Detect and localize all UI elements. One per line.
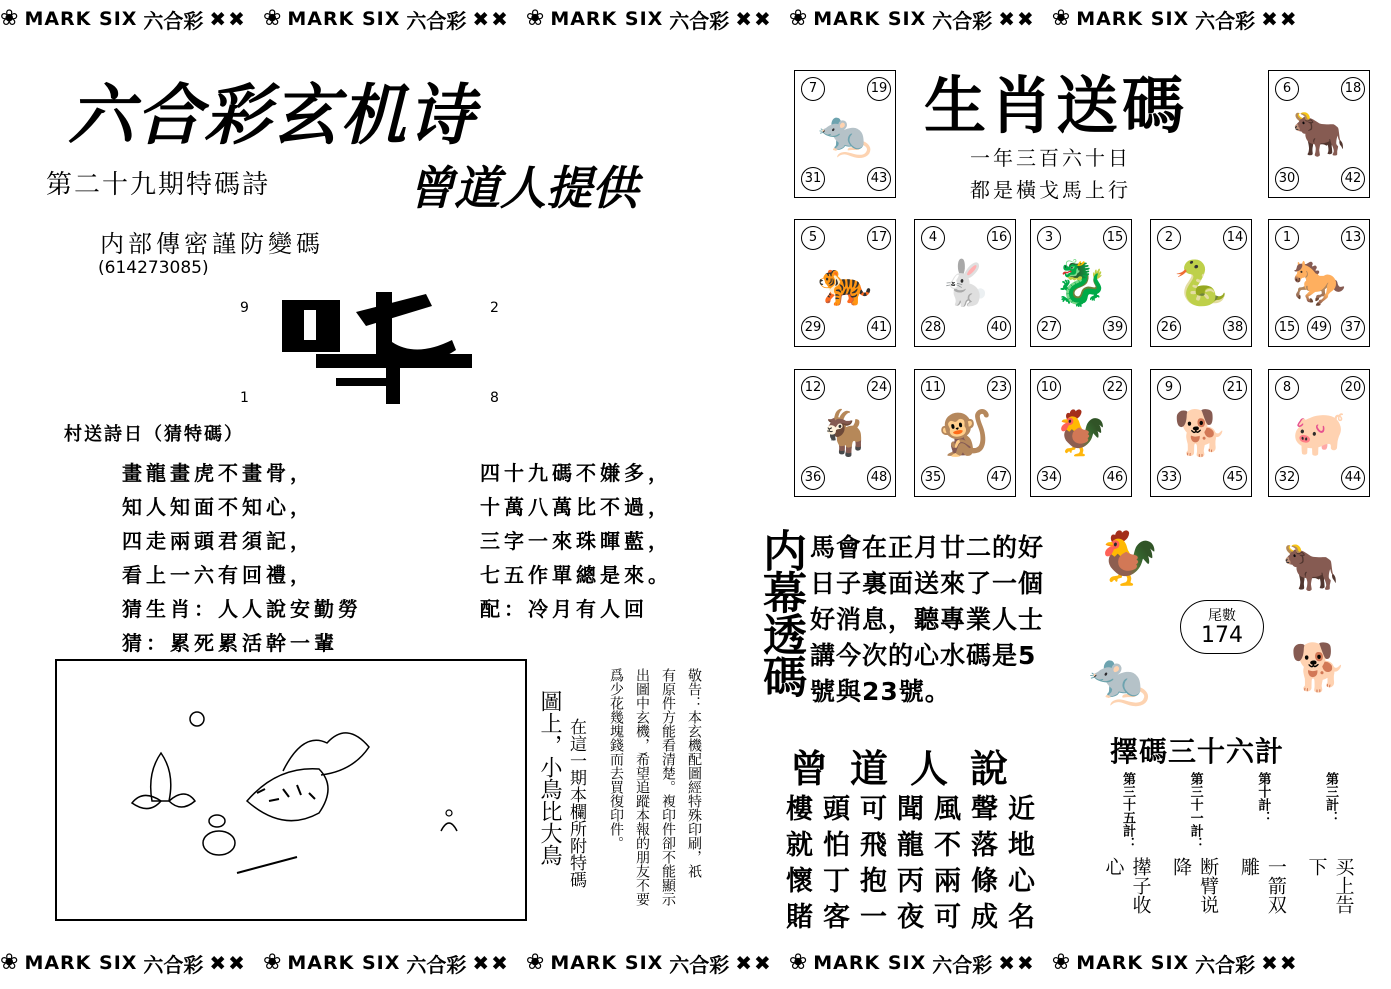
zodiac-box-pig — [1268, 369, 1370, 497]
zodiac-number: 37 — [1341, 316, 1365, 340]
zodiac-number: 18 — [1341, 77, 1365, 101]
flower-icon: ❀ — [525, 6, 545, 31]
poem-heading: 村送詩日（猜特碼） — [64, 424, 244, 445]
zodiac-box-ox — [1268, 70, 1370, 198]
ox-icon: 🐂 — [1282, 540, 1340, 594]
tail-label: 尾數 — [1208, 608, 1236, 624]
lhc-label: 六合彩 — [406, 8, 467, 33]
lhc-label: 六合彩 — [932, 8, 993, 33]
tip-head: 第十計： — [1255, 772, 1271, 824]
zodiac-number: 16 — [987, 226, 1011, 250]
mark-six-label: MARK SIX — [813, 952, 927, 974]
zodiac-number: 29 — [801, 316, 825, 340]
flower-icon: ❀ — [525, 950, 545, 975]
phone-number: (614273085) — [98, 258, 209, 278]
inner-code-line: 日子裏面送來了一個 — [810, 569, 1045, 598]
tip-column — [1237, 772, 1287, 932]
poem-right-column — [480, 456, 672, 626]
tip-body: 撵子收心 — [1102, 856, 1152, 914]
tips-title: 擇碼三十六計 — [1110, 735, 1285, 768]
lhc-label: 六合彩 — [932, 952, 993, 977]
band-unit — [789, 5, 1036, 34]
notice-line: 出圖中玄機，希望追蹤本報的朋友不要 — [634, 668, 650, 906]
zodiac-title: 生肖送碼 — [924, 69, 1189, 142]
zodiac-number: 34 — [1037, 466, 1061, 490]
rabbit-icon: 🐇 — [937, 258, 993, 309]
zodiac-box-tiger — [794, 219, 896, 347]
zodiac-number: 17 — [867, 226, 891, 250]
mark-six-label: MARK SIX — [550, 952, 664, 974]
mark-six-label: MARK SIX — [1076, 8, 1190, 30]
poem-line: 猜：累死累活幹一輩 — [122, 631, 338, 655]
notice-block — [606, 668, 704, 918]
tail-value: 174 — [1201, 623, 1243, 648]
zodiac-number: 13 — [1341, 226, 1365, 250]
tip-column — [1170, 772, 1220, 932]
say-line: 樓頭可聞風聲近 — [786, 794, 1045, 825]
zodiac-number: 36 — [801, 466, 825, 490]
cross-icon: ✖✖ — [1261, 951, 1299, 975]
flower-icon: ❀ — [0, 6, 19, 31]
pig-icon: 🐖 — [1291, 408, 1347, 459]
zodiac-number: 42 — [1341, 167, 1365, 191]
flower-icon: ❀ — [0, 950, 19, 975]
zodiac-box-dragon — [1030, 219, 1132, 347]
poem-line: 四十九碼不嫌多， — [480, 461, 672, 485]
zodiac-number: 48 — [867, 466, 891, 490]
zodiac-box-snake — [1150, 219, 1252, 347]
monkey-icon: 🐒 — [937, 408, 993, 459]
glyph-number-tr: 2 — [490, 300, 499, 316]
zodiac-verse-2: 都是橫戈馬上行 — [970, 178, 1131, 202]
dragon-icon: 🐉 — [1053, 258, 1109, 309]
glyph-number-tl: 9 — [240, 300, 249, 316]
lhc-label: 六合彩 — [143, 8, 204, 33]
zodiac-number: 32 — [1275, 466, 1299, 490]
zodiac-number: 10 — [1037, 376, 1061, 400]
tip-head: 第三計： — [1322, 772, 1338, 824]
zodiac-number: 5 — [801, 226, 825, 250]
poem-line: 猜生肖：人人說安勤勞 — [122, 597, 362, 621]
rat-icon: 🐀 — [1088, 650, 1151, 708]
say-line: 懷丁抱丙兩條心 — [786, 866, 1045, 897]
zodiac-number: 28 — [921, 316, 945, 340]
band-unit — [526, 949, 773, 978]
zodiac-number: 19 — [867, 77, 891, 101]
horse-icon: 🐎 — [1291, 258, 1347, 309]
band-unit — [1052, 949, 1299, 978]
zodiac-number: 33 — [1157, 466, 1181, 490]
top-band — [0, 2, 1391, 36]
cross-icon: ✖✖ — [472, 951, 510, 975]
tip-body: 一箭双雕 — [1237, 856, 1287, 914]
flower-icon: ❀ — [262, 6, 282, 31]
dog-icon: 🐕 — [1290, 640, 1348, 694]
lhc-label: 六合彩 — [1195, 952, 1256, 977]
cross-icon: ✖✖ — [209, 7, 247, 31]
zodiac-number: 22 — [1103, 376, 1127, 400]
tips-columns — [1102, 772, 1355, 932]
zodiac-number: 9 — [1157, 376, 1181, 400]
rat-icon: 🐀 — [817, 109, 873, 160]
flower-icon: ❀ — [1051, 6, 1071, 31]
zodiac-number: 38 — [1223, 316, 1247, 340]
cross-icon: ✖✖ — [1261, 7, 1299, 31]
tip-column — [1102, 772, 1152, 932]
riddle-picture — [55, 659, 527, 921]
notice-line: 有原件方能看清楚。複印件卻不能顯示 — [660, 668, 676, 906]
picture-caption: 圖上，小鳥比大鳥 — [537, 690, 562, 866]
snake-icon: 🐍 — [1173, 258, 1229, 309]
poem-line: 十萬八萬比不過， — [480, 495, 672, 519]
say-verses — [786, 792, 1045, 936]
zodiac-number: 6 — [1275, 77, 1299, 101]
zodiac-number: 1 — [1275, 226, 1299, 250]
poem-left-column — [122, 456, 362, 660]
mark-six-label: MARK SIX — [287, 8, 401, 30]
say-line: 就怕飛龍不落地 — [786, 830, 1045, 861]
lhc-label: 六合彩 — [406, 952, 467, 977]
secret-heading: 内部傳密謹防變碼 — [100, 230, 324, 258]
mark-six-label: MARK SIX — [1076, 952, 1190, 974]
flower-icon: ❀ — [262, 950, 282, 975]
cross-icon: ✖✖ — [472, 7, 510, 31]
poem-line: 配：冷月有人回 — [480, 597, 648, 621]
bird-and-tiger-drawing — [57, 661, 525, 919]
zodiac-number: 45 — [1223, 466, 1247, 490]
zodiac-number: 31 — [801, 167, 825, 191]
ox-icon: 🐂 — [1291, 109, 1347, 160]
lhc-label: 六合彩 — [669, 8, 730, 33]
zodiac-number: 46 — [1103, 466, 1127, 490]
flower-icon: ❀ — [1051, 950, 1071, 975]
zodiac-number: 35 — [921, 466, 945, 490]
flower-icon: ❀ — [788, 6, 808, 31]
tip-head: 第三十五計： — [1120, 772, 1135, 850]
provider-heading: 曾道人提供 — [408, 161, 638, 215]
tip-column — [1305, 772, 1355, 932]
cross-icon: ✖✖ — [735, 951, 773, 975]
poem-line: 三字一來珠暉藍， — [480, 529, 672, 553]
zodiac-box-horse — [1268, 219, 1370, 347]
lhc-label: 六合彩 — [669, 952, 730, 977]
tiger-icon: 🐅 — [817, 258, 873, 309]
band-unit — [789, 949, 1036, 978]
zodiac-verse-1: 一年三百六十日 — [970, 146, 1131, 170]
zodiac-number: 3 — [1037, 226, 1061, 250]
zodiac-number: 39 — [1103, 316, 1127, 340]
cross-icon: ✖✖ — [998, 951, 1036, 975]
zodiac-number: 4 — [921, 226, 945, 250]
band-unit — [526, 5, 773, 34]
zodiac-number: 49 — [1307, 316, 1331, 340]
glyph-number-bl: 1 — [240, 390, 249, 406]
poem-line: 七五作單總是來。 — [480, 563, 672, 587]
inner-code-line: 好消息，聽專業人士 — [810, 605, 1045, 634]
zodiac-number: 15 — [1275, 316, 1299, 340]
rooster-icon: 🐓 — [1096, 529, 1161, 589]
zodiac-box-rat — [794, 70, 896, 198]
zodiac-number: 41 — [867, 316, 891, 340]
inner-code-line: 號與23號。 — [810, 677, 951, 706]
tip-body: 买上告下 — [1305, 856, 1355, 914]
mark-six-label: MARK SIX — [24, 952, 138, 974]
tip-head: 第三十一計： — [1187, 772, 1203, 850]
picture-caption-sub: 在這一期本欄所附特碼 — [566, 718, 586, 888]
cross-icon: ✖✖ — [735, 7, 773, 31]
mark-six-label: MARK SIX — [813, 8, 927, 30]
zodiac-number: 40 — [987, 316, 1011, 340]
zodiac-number: 47 — [987, 466, 1011, 490]
zodiac-number: 14 — [1223, 226, 1247, 250]
poem-line: 四走兩頭君須記， — [122, 529, 314, 553]
zodiac-number: 43 — [867, 167, 891, 191]
rooster-icon: 🐓 — [1053, 408, 1109, 459]
inner-code-line: 講今次的心水碼是5 — [810, 641, 1037, 670]
zodiac-box-goat — [794, 369, 896, 497]
notice-line: 爲少花幾塊錢而去買復印件。 — [608, 668, 624, 850]
zodiac-box-rooster — [1030, 369, 1132, 497]
glyph-number-br: 8 — [490, 390, 499, 406]
poem-line: 知人知面不知心， — [122, 495, 314, 519]
lhc-label: 六合彩 — [143, 952, 204, 977]
zodiac-number: 2 — [1157, 226, 1181, 250]
inner-code-line: 馬會在正月廿二的好 — [810, 533, 1045, 562]
say-title: 曾道人說 — [790, 746, 1031, 791]
zodiac-box-monkey — [914, 369, 1016, 497]
band-unit — [1052, 5, 1299, 34]
poem-line: 看上一六有回禮， — [122, 563, 314, 587]
zodiac-number: 27 — [1037, 316, 1061, 340]
notice-line: 敬告：本玄機配圖經特殊印刷，祇 — [686, 668, 702, 878]
tail-number-badge — [1180, 600, 1264, 654]
band-unit — [263, 949, 510, 978]
bottom-band — [0, 946, 1391, 980]
tip-body: 断臂说降 — [1170, 856, 1220, 914]
dog-icon: 🐕 — [1173, 408, 1229, 459]
zodiac-box-rabbit — [914, 219, 1016, 347]
zodiac-number: 8 — [1275, 376, 1299, 400]
cross-icon: ✖✖ — [998, 7, 1036, 31]
inner-code-text — [810, 530, 1044, 710]
mark-six-label: MARK SIX — [24, 8, 138, 30]
mark-six-label: MARK SIX — [550, 8, 664, 30]
cross-icon: ✖✖ — [209, 951, 247, 975]
zodiac-number: 44 — [1341, 466, 1365, 490]
main-title: 六合彩玄机诗 — [68, 76, 476, 154]
zodiac-number: 11 — [921, 376, 945, 400]
mark-six-label: MARK SIX — [287, 952, 401, 974]
zodiac-number: 15 — [1103, 226, 1127, 250]
zodiac-number: 20 — [1341, 376, 1365, 400]
zodiac-number: 7 — [801, 77, 825, 101]
band-unit — [0, 949, 247, 978]
zodiac-number: 23 — [987, 376, 1011, 400]
poem-line: 畫龍畫虎不畫骨， — [122, 461, 314, 485]
issue-heading: 第二十九期特碼詩 — [46, 170, 271, 200]
band-unit — [0, 5, 247, 34]
lhc-label: 六合彩 — [1195, 8, 1256, 33]
inner-code-title: 内幕透碼 — [755, 528, 806, 696]
zodiac-box-dog — [1150, 369, 1252, 497]
riddle-glyph-image — [276, 282, 476, 410]
say-line: 賭客一夜可成名 — [786, 902, 1045, 933]
band-unit — [263, 5, 510, 34]
zodiac-number: 26 — [1157, 316, 1181, 340]
zodiac-number: 12 — [801, 376, 825, 400]
goat-icon: 🐐 — [817, 408, 873, 459]
zodiac-number: 24 — [867, 376, 891, 400]
zodiac-number: 30 — [1275, 167, 1299, 191]
zodiac-number: 21 — [1223, 376, 1247, 400]
flower-icon: ❀ — [788, 950, 808, 975]
